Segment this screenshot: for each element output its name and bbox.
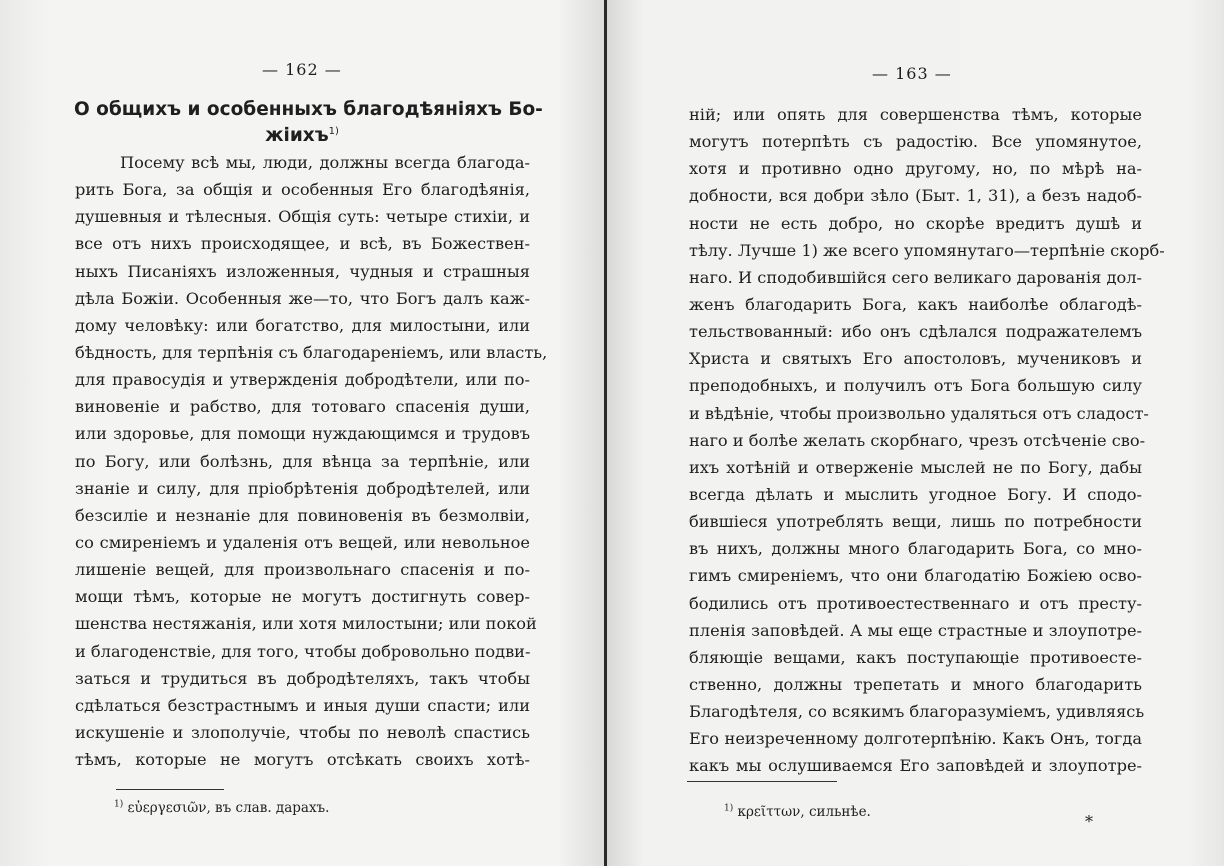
text-line: Его неизреченному долготерпѣнію. Какъ Онъ, тогда <box>689 729 1142 749</box>
footnote-separator <box>116 789 224 790</box>
footnote-mark: 1) <box>114 799 124 810</box>
text-line: преподобныхъ, и получилъ отъ Бога большую силу <box>689 376 1142 396</box>
heading-line-1: О общихъ и особенныхъ благодѣяніяхъ Бо- <box>74 99 543 120</box>
text-line: тѣлу. Лучше 1) же всего упомянутаго—терпѣніе скорб- <box>689 240 1165 260</box>
text-line: дѣла Божіи. Особенныя же—то, что Богъ далъ каж- <box>75 288 530 308</box>
text-line: все отъ нихъ происходящее, и всѣ, въ Божествен- <box>75 234 530 254</box>
text-line: Благодѣтеля, со всякимъ благоразуміемъ, удивляясь <box>689 702 1145 722</box>
text-line: или здоровье, для помощи нуждающимся и трудовъ <box>75 424 530 444</box>
text-line: женъ благодарить Бога, какъ наиболѣе облагодѣ- <box>689 294 1142 314</box>
footnote-mark: 1) <box>724 803 734 814</box>
section-heading <box>74 97 543 149</box>
text-line: безсиліе и незнаніе для повиновенія въ безмолвіи, <box>75 505 530 525</box>
text-line: ній; или опять для совершенства тѣмъ, которые <box>689 105 1142 124</box>
text-line: для правосудія и утвержденія добродѣтели, или по- <box>75 370 530 390</box>
footnote <box>724 804 871 820</box>
signature-mark: * <box>1085 812 1093 831</box>
body-text <box>689 101 1165 780</box>
text-line: какъ мы ослушиваемся Его заповѣдей и злоупотре- <box>689 756 1142 776</box>
page-number: — 163 — <box>872 64 952 83</box>
right-page <box>607 0 1224 866</box>
text-line: ственно, должны трепетать и много благодарить <box>689 674 1142 694</box>
text-line: тельствованный: ибо онъ сдѣлался подражателемъ <box>689 322 1142 342</box>
text-line: тѣмъ, которые не могутъ отсѣкать своихъ хотѣ- <box>75 750 530 770</box>
heading-line-2-text: жіихъ <box>265 125 329 146</box>
text-line: сдѣлаться безстрастнымъ и иныя души спасти; или <box>75 695 530 715</box>
text-line: заться и трудиться въ добродѣтеляхъ, такъ чтобы <box>75 668 530 688</box>
left-page <box>0 0 606 866</box>
text-line: Посему всѣ мы, люди, должны всегда благода- <box>120 153 530 172</box>
text-line: лишеніе вещей, для произвольнаго спасенія и по- <box>75 560 530 580</box>
text-line: Христа и святыхъ Его апостоловъ, мучениковъ и <box>689 349 1142 369</box>
heading-line-2 <box>74 123 530 149</box>
text-line: всегда дѣлать и мыслить угодное Богу. И сподо- <box>689 484 1142 504</box>
text-line: шенства нестяжанія, или хотя милостыни; или покой <box>75 614 537 634</box>
text-line: и благоденствіе, для того, чтобы добровольно подви- <box>75 641 531 661</box>
body-text <box>75 149 548 773</box>
text-line: со смиреніемъ и удаленія отъ вещей, или невольное <box>75 532 530 552</box>
text-line: могутъ потерпѣть съ радостію. Все упомянутое, <box>689 132 1142 152</box>
text-line: наго и болѣе желать скорбнаго, чрезъ отсѣченіе сво- <box>689 430 1146 450</box>
text-line: дому человѣку: или богатство, для милостыни, или <box>75 315 530 335</box>
text-line: пленія заповѣдей. А мы еще страстные и злоупотре- <box>689 620 1142 640</box>
text-line: по Богу, или болѣзнь, для вѣнца за терпѣніе, или <box>75 451 530 471</box>
text-line: искушеніе и злополучіе, чтобы по неволѣ спастись <box>75 722 530 742</box>
text-line: бѣдность, для терпѣнія съ благодареніемъ, или власть, <box>75 342 548 362</box>
text-line: душевныя и тѣлесныя. Общія суть: четыре стихіи, и <box>75 207 530 227</box>
text-line: добности, вся добри зѣло (Быт. 1, 31), а безъ надоб- <box>689 186 1142 206</box>
text-line: ныхъ Писаніяхъ изложенныя, чудныя и страшныя <box>75 261 530 281</box>
text-line: въ нихъ, должны много благодарить Бога, со мно- <box>689 539 1142 559</box>
text-line: мощи тѣмъ, которые не могутъ достигнуть совер- <box>75 587 530 607</box>
text-line: и вѣдѣніе, чтобы произвольно удаляться отъ сладост- <box>689 403 1149 423</box>
text-line: виновеніе и рабство, для тотоваго спасенія души, <box>75 397 530 417</box>
text-line: ности не есть добро, но скорѣе вредитъ душѣ и <box>689 213 1142 233</box>
text-line: знаніе и силу, для пріобрѣтенія добродѣтелей, или <box>75 478 530 498</box>
text-line: наго. И сподобившійся сего великаго дарованія дол- <box>689 267 1142 287</box>
text-line: рить Бога, за общія и особенныя Его благодѣянія, <box>75 180 530 200</box>
text-line: бляющіе вещами, какъ поступающіе противоесте- <box>689 647 1142 667</box>
footnote-text: κρεῖττων, сильнѣе. <box>737 804 871 820</box>
text-line: бодились отъ противоестественнаго и отъ престу- <box>689 593 1142 613</box>
text-line: бившіеся употреблять вещи, лишь по потребности <box>689 512 1142 532</box>
footnote <box>114 800 329 816</box>
text-line: хотя и противно одно другому, но, по мѣрѣ на- <box>689 159 1142 179</box>
text-line: ихъ хотѣній и отверженіе мыслей не по Богу, дабы <box>689 457 1142 477</box>
footnote-separator <box>687 781 837 782</box>
page-number: — 162 — <box>262 60 342 79</box>
text-line: гимъ смиреніемъ, что они благодатію Божіею осво- <box>689 566 1142 586</box>
footnote-text: εὐεργεσιῶν, въ слав. дарахъ. <box>127 800 330 816</box>
footnote-reference: 1) <box>328 125 339 137</box>
